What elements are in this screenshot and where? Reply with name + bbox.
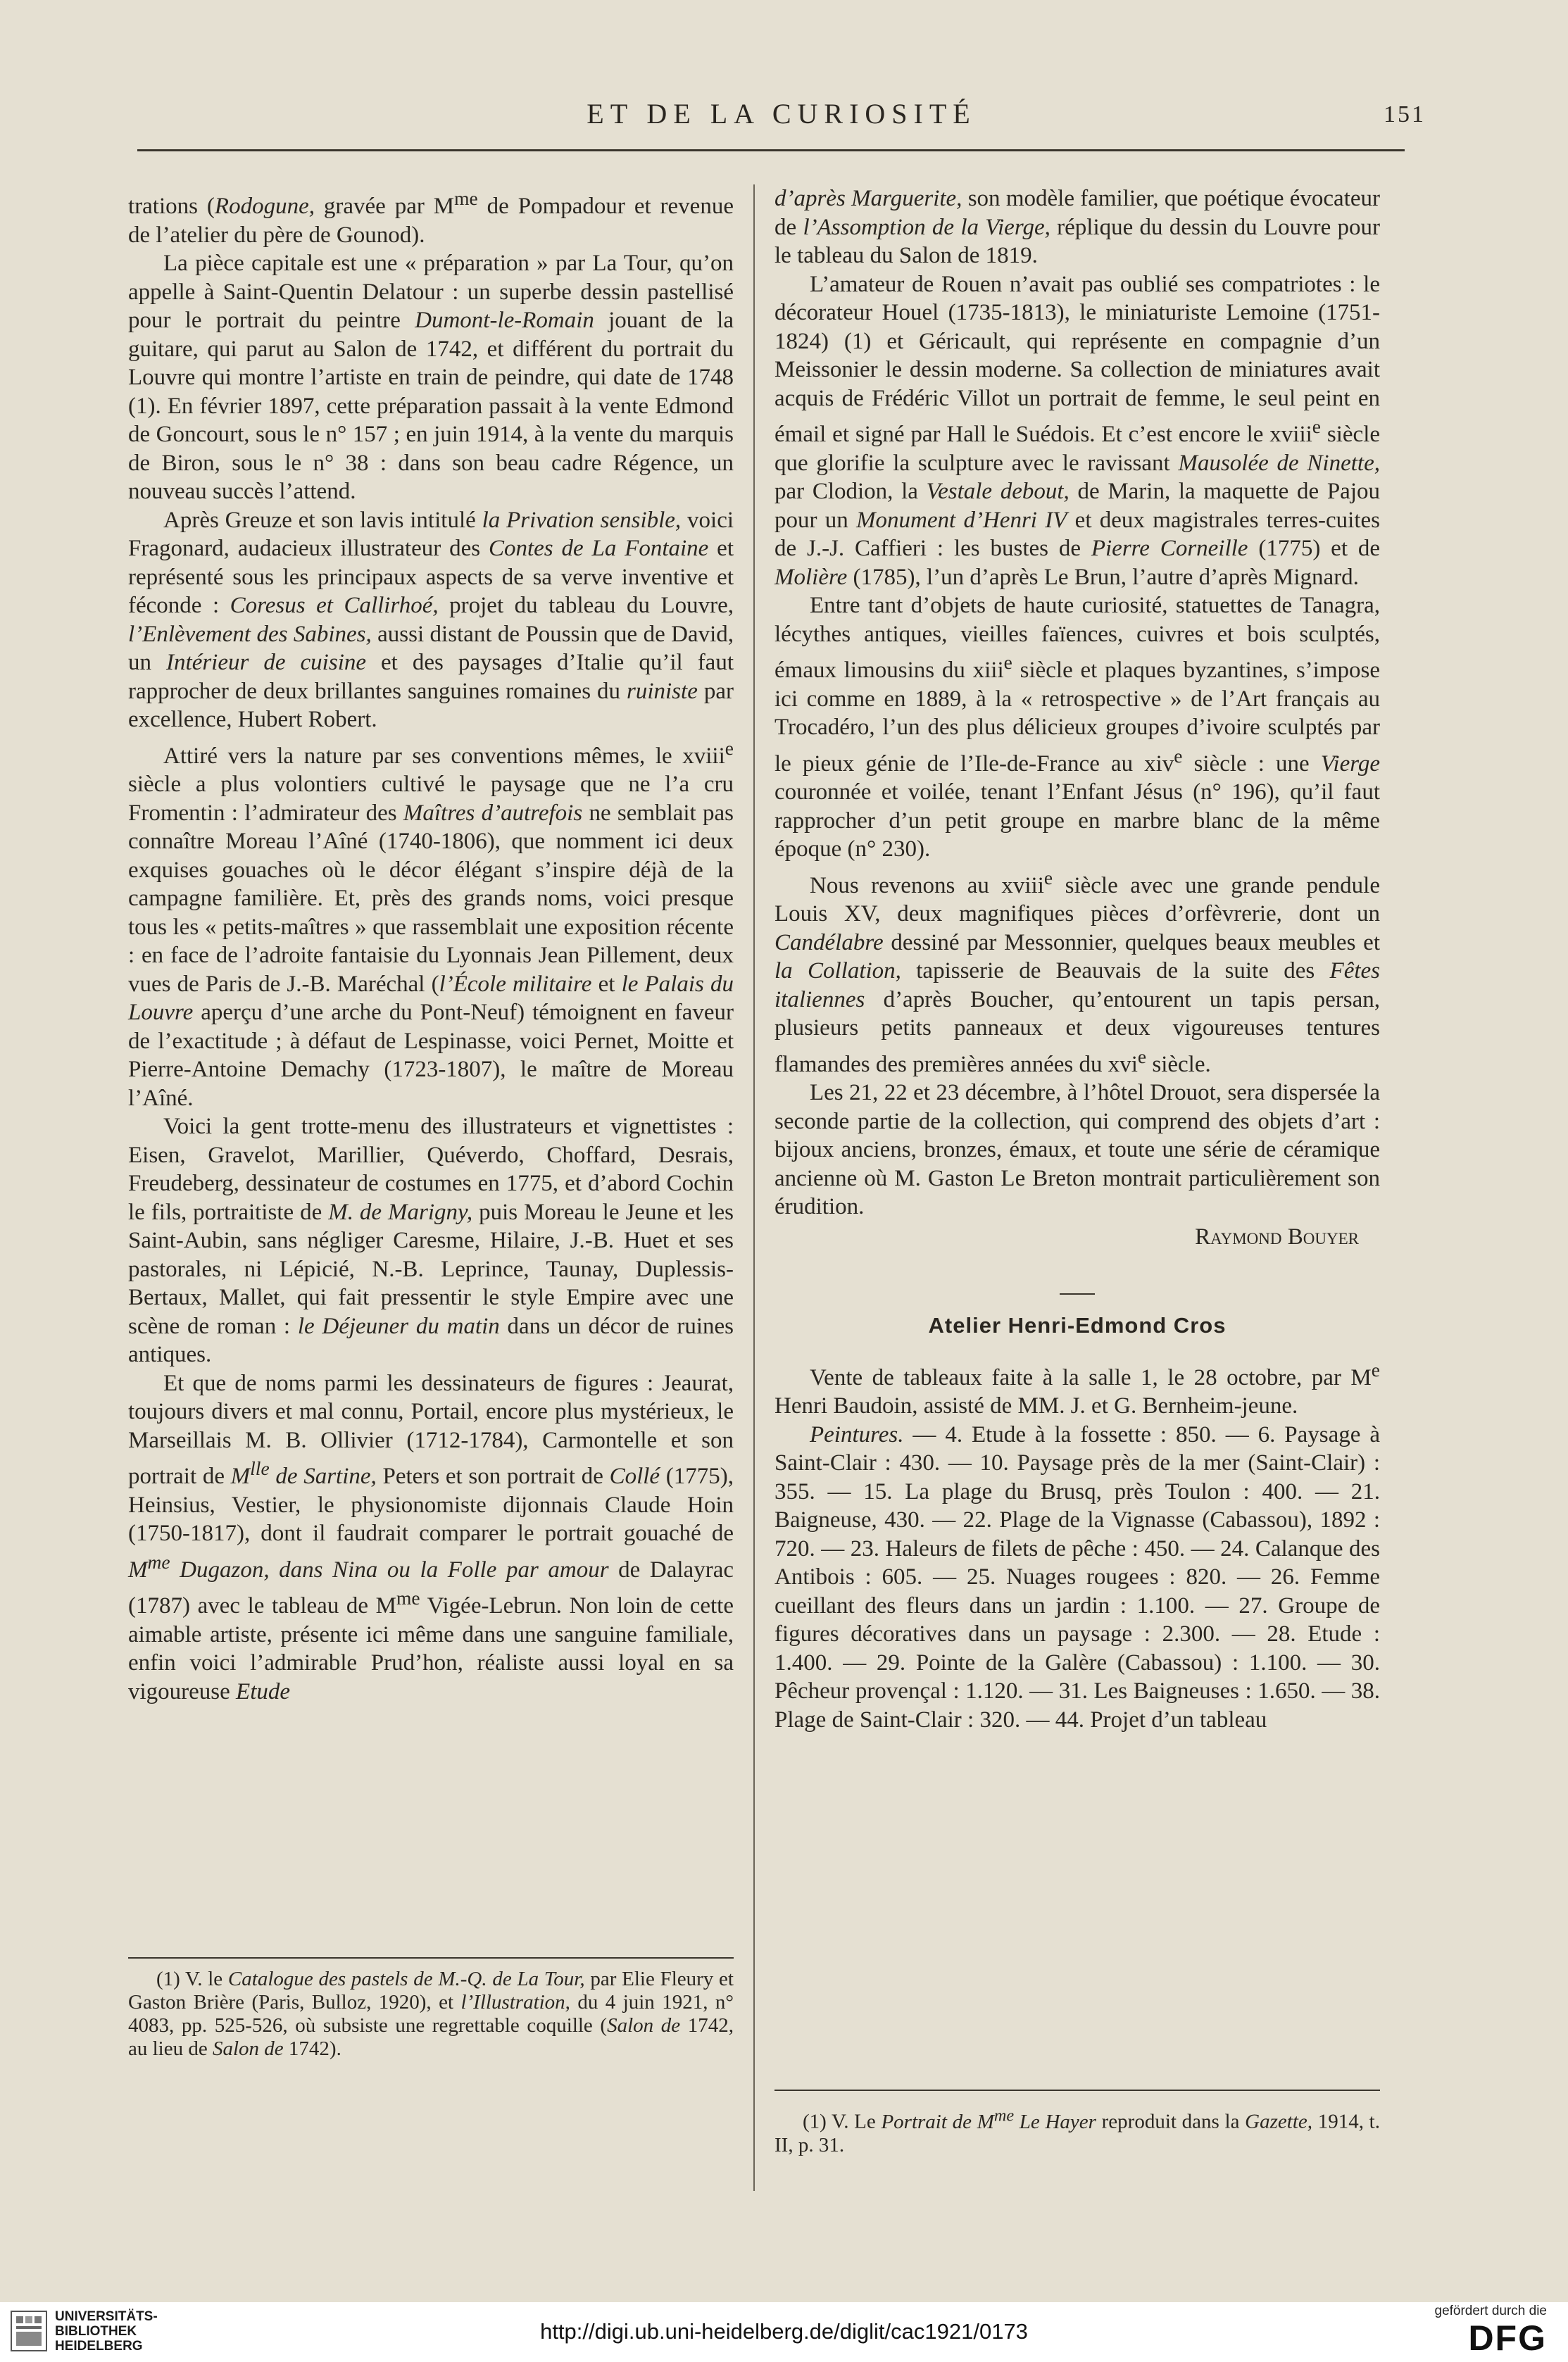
column-divider <box>753 184 755 2191</box>
paragraph: Après Greuze et son lavis intitulé la Privation sensible, voici Fragonard, audacieux illustrateur des Contes de La Fontaine et représenté sous les principaux aspects de sa verve inventive et féconde : Coresus et Callirhoé, projet du tableau du Louvre, l’Enlèvement des Sabines, aussi distant de Poussin que de David, un Intérieur de cuisine et des paysages d’Italie qu’il faut rapprocher de deux brillantes sanguines romaines du ruiniste par excellence, Hubert Robert. <box>128 507 734 732</box>
dfg-logo: DFG <box>1468 2318 1547 2358</box>
section-title: Atelier Henri-Edmond Cros <box>928 1313 1227 1338</box>
page-number: 151 <box>1384 101 1426 127</box>
library-name-line: HEIDELBERG <box>55 2339 143 2354</box>
signature-text: Raymond Bouyer <box>1195 1224 1359 1250</box>
author-signature <box>774 1223 1380 1252</box>
paragraph: d’après Marguerite, son modèle familier, que poétique évocateur de l’Assomption de la Vierge, réplique du dessin du Louvre pour le tableau du Salon de 1819. <box>774 186 1381 268</box>
left-column <box>128 184 734 1706</box>
footnote-rule-right <box>774 2090 1380 2091</box>
footnote-text: (1) V. Le Portrait de $M^{me}$ Le Hayer reproduit dans la Gazette, 1914, t. II, p. 31. <box>774 2106 1380 2156</box>
footnote-rule-left <box>128 1957 734 1959</box>
paragraph: Et que de noms parmi les dessinateurs de figures : Jeaurat, toujours divers et mal connu, Portail, encore plus mystérieux, le Marseillais M. B. Ollivier (1712-1784), Carmontelle et son portrait de $M^{lle}$ de Sartine, Peters et son portrait de Collé (1775), Heinsius, Vestier, le physionomiste dijonnais Claude Hoin (1750-1817), dont il faudrait comparer le portrait gouaché de $M^{me}$ Dugazon, dans Nina ou la Folle par amour de Dalayrac (1787) avec le tableau de $M^{me}$ Vigée-Lebrun. Non loin de cette aimable artiste, présente ici même dans une sanguine familiale, enfin voici l’admirable Prud’hon, réaliste aussi loyal en sa vigoureuse Etude <box>128 1370 734 1704</box>
paragraph: trations (Rodogune, gravée par $M^{me}$ de Pompadour et revenue de l’atelier du père de Gounod). <box>128 187 734 248</box>
paragraph: La pièce capitale est une « préparation » par La Tour, qu’on appelle à Saint-Quentin Delatour : un superbe dessin pastellisé pour le portrait du peintre Dumont-le-Romain jouant de la guitare, qui parut au Salon de 1742, et différent du portrait du Louvre qui montre l’artiste en train de peindre, qui date de 1748 (1). En février 1897, cette préparation passait à la vente Edmond de Goncourt, sous le n° 157 ; en juin 1914, à la vente du marquis de Biron, sous le n° 38 : dans son beau cadre Régence, un nouveau succès l’attend. <box>128 251 734 504</box>
paragraph: Nous revenons au xviii$^e$ siècle avec une grande pendule Louis XV, deux magnifiques pièces d’orfèvrerie, dont un Candélabre dessiné par Messonnier, quelques beaux meubles et la Collation, tapisserie de Beauvais de la suite des Fêtes italiennes d’après Boucher, qu’entourent un tapis persan, plusieurs petits panneaux et deux vigoureuses tentures flamandes des premières années du xvi$^e$ siècle. <box>774 866 1380 1077</box>
footnote-right <box>774 2104 1380 2157</box>
section-separator <box>1060 1293 1095 1295</box>
paragraph: Vente de tableaux faite à la salle 1, le 28 octobre, par Me Henri Baudoin, assisté de MM. J. et G. Bernheim-jeune. <box>774 1358 1380 1419</box>
paragraph: Entre tant d’objets de haute curiosité, statuettes de Tanagra, lécythes antiques, vieilles faïences, cuivres et bois sculptés, émaux limousins du xiii$^e$ siècle et plaques byzantines, s’impose ici comme en 1889, à la « retrospective » de l’Art français au Trocadéro, l’un des plus délicieux groupes d’ivoire sculptés par le pieux génie de l’Ile-de-France au xiv$^e$ siècle : une Vierge couronnée et voilée, tenant l’Enfant Jésus (n° 196), qu’il faut rapprocher d’un petit groupe en marbre blanc de la même époque (n° 230). <box>774 593 1380 862</box>
footnote-left <box>128 1968 734 2061</box>
paragraph: Voici la gent trotte-menu des illustrateurs et vignettistes : Eisen, Gravelot, Marillier, Quéverdo, Choffard, Desrais, Freudeberg, dessinateur de costumes en 1775, et d’abord Cochin le fils, portraitiste de M. de Marigny, puis Moreau le Jeune et les Saint-Aubin, sans négliger Caresme, Hilaire, J.-B. Huet et ses pastorales, ni Lépicié, N.-B. Leprince, Taunay, Duplessis-Bertaux, Mallet, qui fait pressentir le style Empire avec une scène de roman : le Déjeuner du matin dans un décor de ruines antiques. <box>128 1114 734 1367</box>
library-name-line: BIBLIOTHEK <box>55 2324 137 2339</box>
running-head-title: ET DE LA CURIOSITÉ <box>587 98 977 130</box>
sponsor-text: gefördert durch die <box>1434 2304 1547 2318</box>
paragraph: Les 21, 22 et 23 décembre, à l’hôtel Drouot, sera dispersée la seconde partie de la collection, qui comprend des objets d’art : bijoux anciens, bronzes, émaux, et toute une série de céramique ancienne où M. Gaston Le Breton montrait particulièrement son érudition. <box>774 1080 1380 1219</box>
paragraph: L’amateur de Rouen n’avait pas oublié ses compatriotes : le décorateur Houel (1735-1813), le miniaturiste Lemoine (1751-1824) (1) et Géricault, qui représente en compagnie d’un Meissonier le dessin moderne. Sa collection de miniatures avait acquis de Frédéric Villot un portrait de femme, le seul peint en émail et signé par Hall le Suédois. Et c’est encore le xviii$^e$ siècle que glorifie la sculpture avec le ravissant Mausolée de Ninette, par Clodion, la Vestale debout, de Marin, la maquette de Pajou pour un Monument d’Henri IV et deux magistrales terres-cuites de J.-J. Caffieri : les bustes de Pierre Corneille (1775) et de Molière (1785), l’un d’après Le Brun, l’autre d’après Mignard. <box>774 271 1381 590</box>
footer-bar <box>0 2302 1568 2362</box>
paragraph: Attiré vers la nature par ses conventions mêmes, le xviii$^e$ siècle a plus volontiers cultivé le paysage que ne l’a cru Fromentin : l’admirateur des Maîtres d’autrefois ne semblait pas connaître Moreau l’Aîné (1740-1806), que nomment ici deux exquises gouaches où le décor élégant s’inspire déjà de la campagne familière. Et, près des grands noms, voici presque tous les « petits-maîtres » que rassemblait une exposition récente : en face de l’adroite fantaisie du Lyonnais Jean Pillement, deux vues de Paris de J.-B. Maréchal (l’École militaire et le Palais du Louvre aperçu d’une arche du Pont-Neuf) témoignent en faveur de l’exactitude ; à défaut de Lespinasse, voici Pernet, Moitte et Pierre-Antoine Demachy (1723-1807), le maître de Moreau l’Aîné. <box>128 736 734 1111</box>
running-head <box>137 97 1426 139</box>
paragraph: Peintures. — 4. Etude à la fossette : 850. — 6. Paysage à Saint-Clair : 430. — 10. Paysage près de la mer (Saint-Clair) : 355. — 15. La plage du Brusq, près Toulon : 400. — 21. Baigneuse, 430. — 22. Plage de la Vignasse (Cabassou), 1892 : 720. — 23. Haleurs de filets de pêche : 450. — 24. Calanque des Antibois : 605. — 25. Nuages rougees : 820. — 26. Femme cueillant des fleurs dans un jardin : 1.100. — 27. Groupe de figures décoratives dans un paysage : 2.300. — 28. Etude : 1.400. — 29. Pointe de la Galère (Cabassou) : 1.100. — 30. Pêcheur provençal : 1.120. — 31. Les Baigneuses : 1.650. — 38. Plage de Saint-Clair : 320. — 44. Projet d’un tableau <box>774 1421 1380 1733</box>
footnote-text: (1) V. le Catalogue des pastels de M.-Q. de La Tour, par Elie Fleury et Gaston Brière (Paris, Bulloz, 1920), et l’Illustration, du 4 juin 1921, n° 4083, pp. 525-526, où subsiste une regrettable coquille (Salon de 1742, au lieu de Salon de 1742). <box>128 1968 734 2060</box>
library-name-line: UNIVERSITÄTS- <box>55 2309 158 2324</box>
right-column <box>774 184 1380 1734</box>
source-url-link[interactable]: http://digi.ub.uni-heidelberg.de/diglit/cac1921/0173 <box>540 2319 1028 2344</box>
header-rule <box>137 149 1405 151</box>
